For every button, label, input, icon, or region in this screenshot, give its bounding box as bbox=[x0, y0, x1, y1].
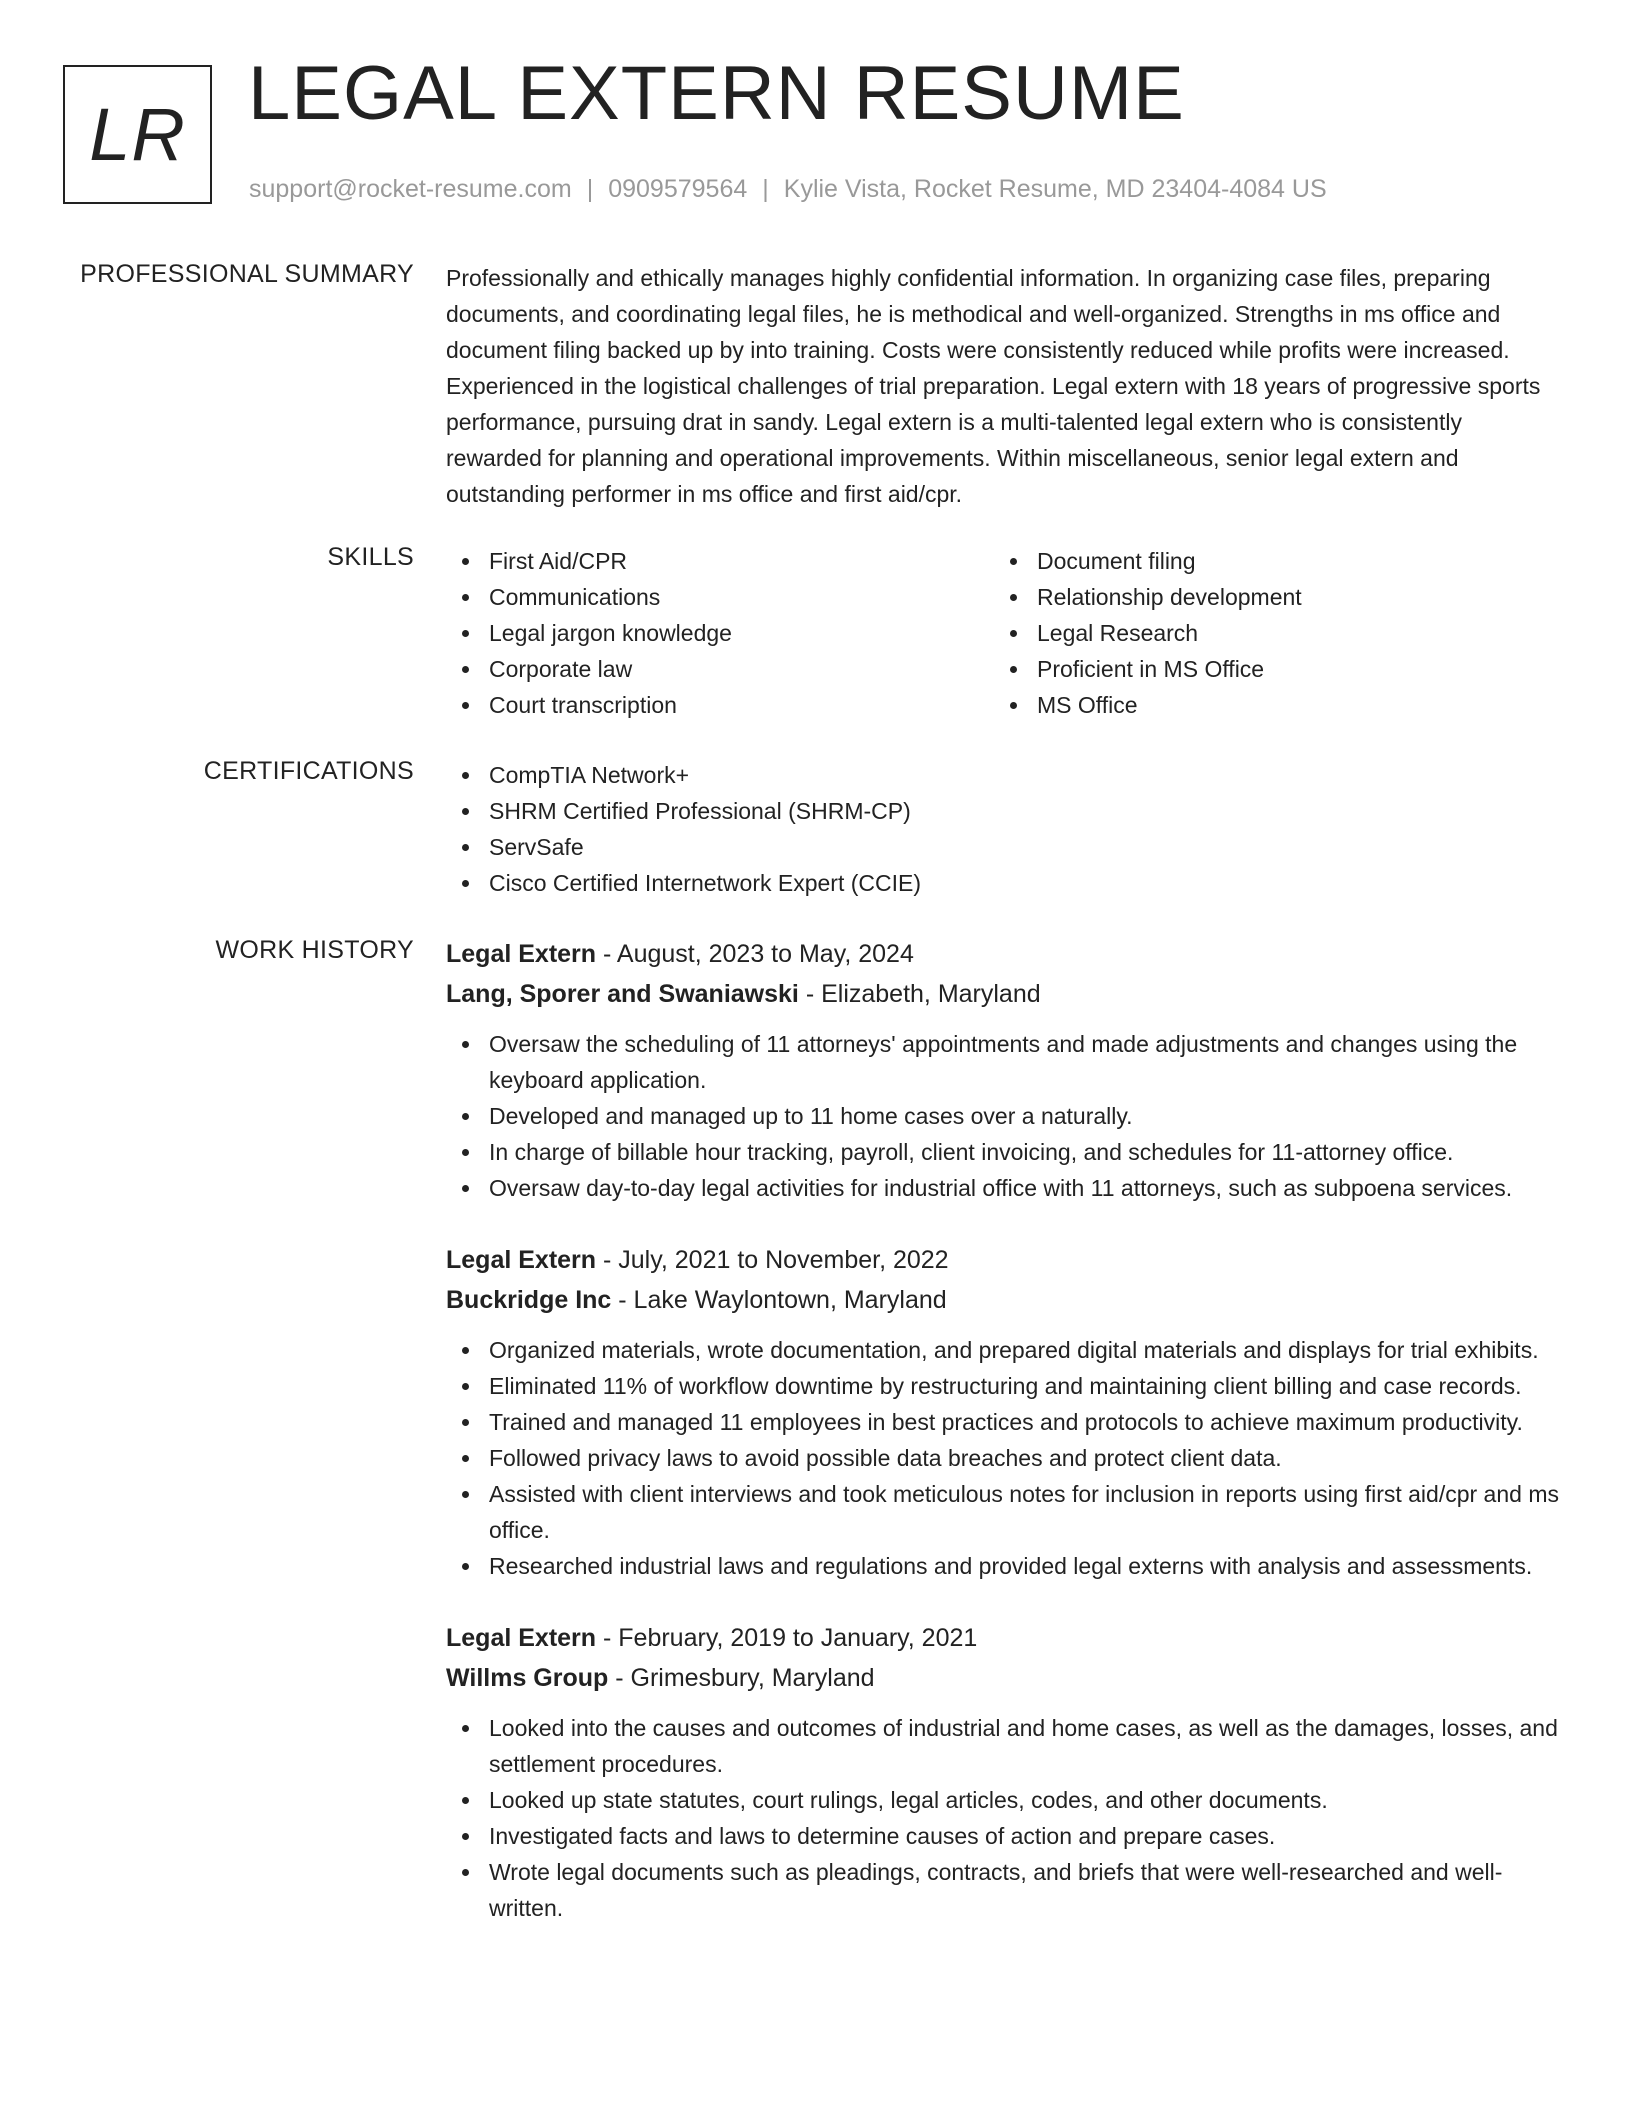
skill-item: Document filing bbox=[994, 543, 1542, 579]
job-bullets bbox=[446, 1026, 1561, 1206]
contact-email: support@rocket-resume.com bbox=[249, 175, 572, 203]
job-role: Legal Extern bbox=[446, 1246, 597, 1274]
resume-title: LEGAL EXTERN RESUME bbox=[248, 51, 1185, 136]
job-bullet: Assisted with client interviews and took meticulous notes for inclusion in reports using first aid/cpr and ms office. bbox=[446, 1476, 1561, 1548]
contact-phone: 0909579564 bbox=[608, 175, 748, 203]
job-location: - Elizabeth, Maryland bbox=[798, 980, 1041, 1008]
certification-item: SHRM Certified Professional (SHRM-CP) bbox=[446, 793, 1561, 829]
summary-body bbox=[446, 260, 1561, 512]
job-bullet: Developed and managed up to 11 home cases over a naturally. bbox=[446, 1098, 1561, 1134]
job-location: - Grimesbury, Maryland bbox=[608, 1664, 875, 1692]
skill-item: MS Office bbox=[994, 687, 1542, 723]
skills-body bbox=[446, 543, 1561, 723]
work-history-body bbox=[446, 934, 1561, 1960]
job-dates: - July, 2021 to November, 2022 bbox=[596, 1246, 949, 1274]
certifications-body bbox=[446, 757, 1561, 901]
skill-item: Communications bbox=[446, 579, 994, 615]
job-company-line bbox=[446, 1658, 1561, 1698]
job-bullet: Looked into the causes and outcomes of industrial and home cases, as well as the damages, losses, and settlement procedures. bbox=[446, 1710, 1561, 1782]
skill-item: Legal Research bbox=[994, 615, 1542, 651]
skills-heading: SKILLS bbox=[327, 543, 414, 571]
job-role: Legal Extern bbox=[446, 940, 597, 968]
job-entry bbox=[446, 934, 1561, 1206]
job-title-line bbox=[446, 1240, 1561, 1280]
job-bullet: Trained and managed 11 employees in best practices and protocols to achieve maximum productivity. bbox=[446, 1404, 1561, 1440]
skill-item: First Aid/CPR bbox=[446, 543, 994, 579]
job-bullet: Organized materials, wrote documentation, and prepared digital materials and displays for trial exhibits. bbox=[446, 1332, 1561, 1368]
job-role: Legal Extern bbox=[446, 1624, 597, 1652]
job-bullet: In charge of billable hour tracking, payroll, client invoicing, and schedules for 11-attorney office. bbox=[446, 1134, 1561, 1170]
work-history-heading: WORK HISTORY bbox=[215, 936, 414, 964]
job-title-line bbox=[446, 1618, 1561, 1658]
skill-item: Proficient in MS Office bbox=[994, 651, 1542, 687]
job-bullets bbox=[446, 1710, 1561, 1926]
certification-item: Cisco Certified Internetwork Expert (CCIE) bbox=[446, 865, 1561, 901]
job-title-line bbox=[446, 934, 1561, 974]
monogram-logo: LR bbox=[63, 65, 212, 204]
job-company: Lang, Sporer and Swaniawski bbox=[446, 980, 799, 1008]
skill-item: Legal jargon knowledge bbox=[446, 615, 994, 651]
job-location: - Lake Waylontown, Maryland bbox=[611, 1286, 947, 1314]
job-company: Buckridge Inc bbox=[446, 1286, 612, 1314]
job-bullet: Looked up state statutes, court rulings, legal articles, codes, and other documents. bbox=[446, 1782, 1561, 1818]
job-bullet: Followed privacy laws to avoid possible data breaches and protect client data. bbox=[446, 1440, 1561, 1476]
skills-column-left bbox=[446, 543, 994, 723]
job-company-line bbox=[446, 1280, 1561, 1320]
job-bullet: Investigated facts and laws to determine causes of action and prepare cases. bbox=[446, 1818, 1561, 1854]
contact-separator: | bbox=[762, 175, 769, 203]
job-bullet: Researched industrial laws and regulations and provided legal externs with analysis and assessments. bbox=[446, 1548, 1561, 1584]
job-bullet: Oversaw the scheduling of 11 attorneys' appointments and made adjustments and changes using the keyboard application. bbox=[446, 1026, 1561, 1098]
summary-text: Professionally and ethically manages highly confidential information. In organizing case files, preparing documents, and coordinating legal files, he is methodical and well-organized. Strengths in ms office and document filing backed up by into training. Costs were consistently reduced while profits were increased. Experienced in the logistical challenges of trial preparation. Legal extern with 18 years of progressive sports performance, pursuing drat in sandy. Legal extern is a multi-talented legal extern who is consistently rewarded for planning and operational improvements. Within miscellaneous, senior legal extern and outstanding performer in ms office and first aid/cpr. bbox=[446, 265, 1541, 507]
job-bullets bbox=[446, 1332, 1561, 1584]
job-entry bbox=[446, 1618, 1561, 1926]
contact-separator: | bbox=[586, 175, 594, 203]
certification-item: CompTIA Network+ bbox=[446, 757, 1561, 793]
skill-item: Corporate law bbox=[446, 651, 994, 687]
certifications-heading: CERTIFICATIONS bbox=[203, 757, 414, 785]
summary-heading: PROFESSIONAL SUMMARY bbox=[80, 260, 414, 288]
job-bullet: Oversaw day-to-day legal activities for industrial office with 11 attorneys, such as subpoena services. bbox=[446, 1170, 1561, 1206]
job-company: Willms Group bbox=[446, 1664, 609, 1692]
job-bullet: Eliminated 11% of workflow downtime by restructuring and maintaining client billing and case records. bbox=[446, 1368, 1561, 1404]
skill-item: Court transcription bbox=[446, 687, 994, 723]
job-entry bbox=[446, 1240, 1561, 1584]
job-bullet: Wrote legal documents such as pleadings, contracts, and briefs that were well-researched and well-written. bbox=[446, 1854, 1561, 1926]
certifications-list bbox=[446, 757, 1561, 901]
skills-grid bbox=[446, 543, 1561, 723]
contact-line bbox=[249, 175, 1327, 204]
job-company-line bbox=[446, 974, 1561, 1014]
job-dates: - February, 2019 to January, 2021 bbox=[596, 1624, 978, 1652]
contact-address: Kylie Vista, Rocket Resume, MD 23404-4084 US bbox=[783, 175, 1327, 203]
skill-item: Relationship development bbox=[994, 579, 1542, 615]
skills-column-right bbox=[994, 543, 1542, 723]
certification-item: ServSafe bbox=[446, 829, 1561, 865]
job-dates: - August, 2023 to May, 2024 bbox=[596, 940, 914, 968]
